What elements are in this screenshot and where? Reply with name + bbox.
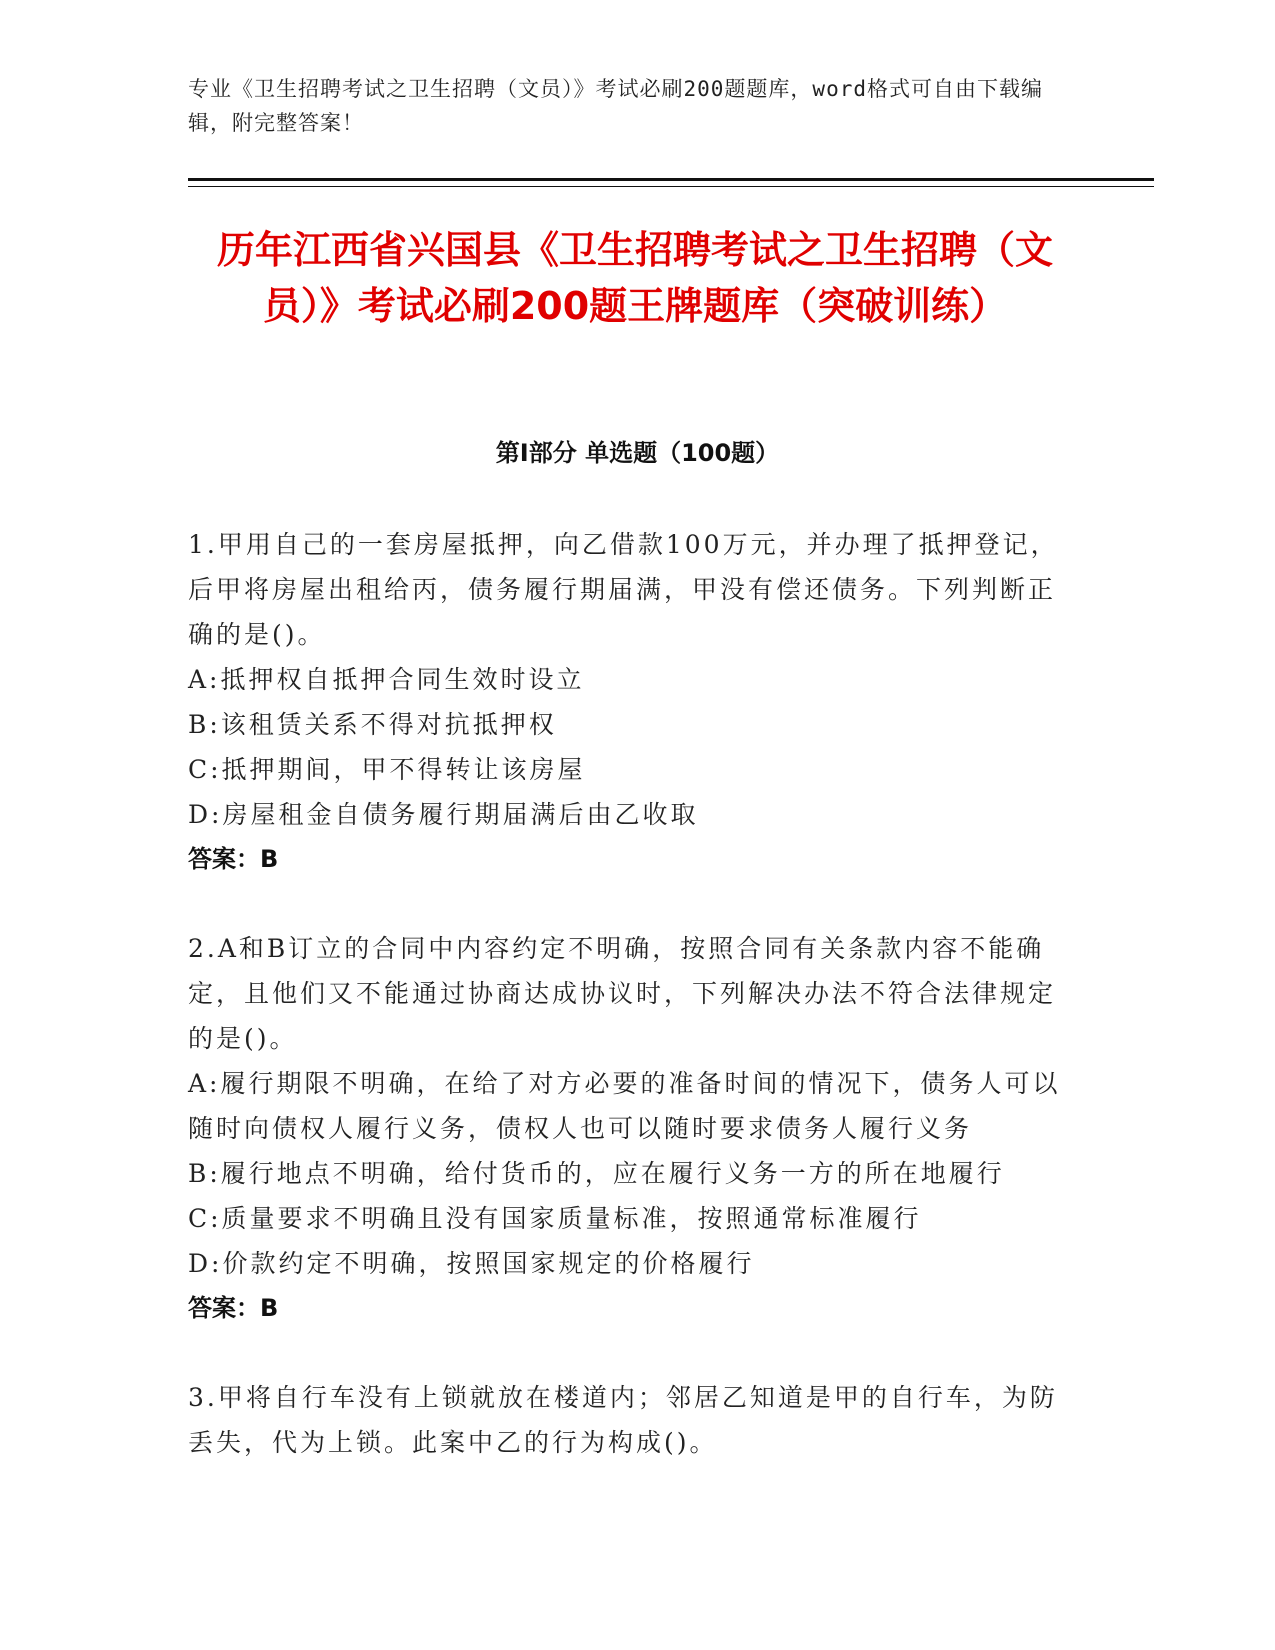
question-stem: 3.甲将自行车没有上锁就放在楼道内；邻居乙知道是甲的自行车，为防丢失，代为上锁。此案中乙的行为构成()。 (188, 1383, 1058, 1457)
question-option-a: A:履行期限不明确，在给了对方必要的准备时间的情况下，债务人可以随时向债权人履行义务，债权人也可以随时要求债务人履行义务 (188, 1069, 1061, 1143)
question-item (188, 522, 1078, 882)
header-rule-thin (188, 186, 1154, 187)
question-answer: 答案：B (188, 845, 279, 873)
question-option-c: C:抵押期间，甲不得转让该房屋 (188, 755, 586, 784)
question-option-b: B:履行地点不明确，给付货币的，应在履行义务一方的所在地履行 (188, 1159, 1005, 1188)
document-title: 历年江西省兴国县《卫生招聘考试之卫生招聘（文员）》考试必刷200题王牌题库（突破训练） (216, 228, 1053, 328)
header-note: 专业《卫生招聘考试之卫生招聘（文员）》考试必刷200题题库，word格式可自由下载编辑，附完整答案！ (188, 77, 1043, 135)
section-heading: 第Ⅰ部分 单选题（100题） (495, 439, 780, 467)
question-option-d: D:价款约定不明确，按照国家规定的价格履行 (188, 1249, 755, 1278)
question-item (188, 1375, 1078, 1465)
question-option-d: D:房屋租金自债务履行期届满后由乙收取 (188, 800, 699, 829)
question-option-c: C:质量要求不明确且没有国家质量标准，按照通常标准履行 (188, 1204, 922, 1233)
header-rule-thick (188, 178, 1154, 181)
question-option-b: B:该租赁关系不得对抗抵押权 (188, 710, 557, 739)
question-item (188, 926, 1078, 1331)
question-option-a: A:抵押权自抵押合同生效时设立 (188, 665, 585, 694)
question-stem: 1.甲用自己的一套房屋抵押，向乙借款100万元，并办理了抵押登记，后甲将房屋出租给丙，债务履行期届满，甲没有偿还债务。下列判断正确的是()。 (188, 530, 1059, 649)
question-stem: 2.A和B订立的合同中内容约定不明确，按照合同有关条款内容不能确定，且他们又不能通过协商达成协议时，下列解决办法不符合法律规定的是()。 (188, 934, 1057, 1053)
question-answer: 答案：B (188, 1294, 279, 1322)
question-list (188, 522, 1078, 1509)
